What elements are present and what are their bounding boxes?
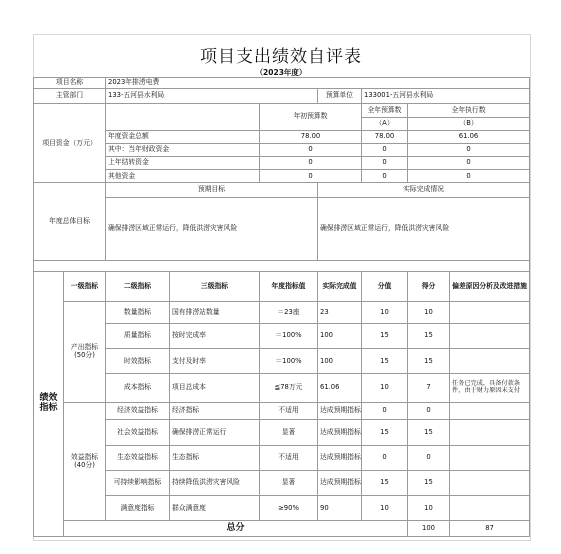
dept-value: 133-五河县水利局	[106, 88, 318, 103]
perf-score: 15	[362, 420, 408, 445]
perf-reason	[450, 496, 530, 521]
perf-l2: 数量指标	[106, 301, 170, 323]
perf-got: 15	[408, 323, 450, 348]
funds-row-label: 其中：当年财政资金	[106, 143, 260, 156]
perf-target: ＝100%	[260, 349, 318, 374]
perf-got: 15	[408, 349, 450, 374]
perf-got-header: 得分	[408, 272, 450, 302]
funds-row-exec: 0	[408, 143, 530, 156]
perf-reason	[450, 301, 530, 323]
perf-row	[34, 496, 530, 521]
goals-expected: 确保排涝区域正常运行，降低洪涝灾害风险	[106, 197, 318, 261]
funds-row-initial: 0	[260, 157, 362, 170]
unit-label: 预算单位	[318, 88, 362, 103]
funds-row-exec: 0	[408, 157, 530, 170]
perf-reason	[450, 323, 530, 348]
perf-row	[34, 374, 530, 403]
perf-got: 15	[408, 470, 450, 495]
perf-l2: 生态效益指标	[106, 445, 170, 470]
perf-reason	[450, 349, 530, 374]
funds-row-budget: 0	[362, 143, 408, 156]
perf-l2: 经济效益指标	[106, 402, 170, 420]
perf-l3: 群众满意度	[170, 496, 260, 521]
perf-row	[34, 420, 530, 445]
goals-label: 年度总体目标	[34, 183, 106, 261]
total-got: 87	[450, 521, 530, 537]
perf-score: 10	[362, 374, 408, 403]
perf-got: 10	[408, 496, 450, 521]
funds-row-budget: 0	[362, 157, 408, 170]
project-name: 2023年排涝电费	[106, 78, 530, 89]
funds-row-exec: 0	[408, 170, 530, 183]
funds-row	[34, 130, 530, 143]
funds-row	[34, 143, 530, 156]
perf-score: 0	[362, 402, 408, 420]
funds-row	[34, 170, 530, 183]
perf-reason-header: 偏差原因分析及改进措施	[450, 272, 530, 302]
funds-row-label: 其他资金	[106, 170, 260, 183]
perf-l2: 质量指标	[106, 323, 170, 348]
perf-l3-header: 三级指标	[170, 272, 260, 302]
perf-score: 10	[362, 301, 408, 323]
perf-actual: 90	[318, 496, 362, 521]
funds-blank	[106, 104, 260, 130]
perf-actual: 100	[318, 349, 362, 374]
report-title: 项目支出绩效自评表	[200, 47, 362, 67]
perf-l3: 经济指标	[170, 402, 260, 420]
perf-target-header: 年度指标值	[260, 272, 318, 302]
report-year: （2023年度）	[255, 68, 307, 77]
perf-l2: 成本指标	[106, 374, 170, 403]
funds-exec-header: 全年执行数	[408, 104, 530, 117]
perf-l2: 满意度指标	[106, 496, 170, 521]
funds-row-initial: 0	[260, 143, 362, 156]
funds-row-label: 上年结转资金	[106, 157, 260, 170]
perf-reason	[450, 470, 530, 495]
funds-row	[34, 157, 530, 170]
perf-l3: 确保排涝正常运行	[170, 420, 260, 445]
funds-row-budget: 78.00	[362, 130, 408, 143]
perf-score: 15	[362, 470, 408, 495]
perf-l3: 生态指标	[170, 445, 260, 470]
perf-reason	[450, 445, 530, 470]
funds-a: （A）	[362, 117, 408, 130]
perf-target: 显著	[260, 420, 318, 445]
perf-row	[34, 323, 530, 348]
perf-got: 0	[408, 402, 450, 420]
perf-actual: 达成预期指标	[318, 445, 362, 470]
perf-reason	[450, 420, 530, 445]
funds-row-label: 年度资金总额	[106, 130, 260, 143]
perf-l2: 可持续影响指标	[106, 470, 170, 495]
funds-b: （B）	[408, 117, 530, 130]
perf-target: 不适用	[260, 445, 318, 470]
perf-target: ＝100%	[260, 323, 318, 348]
dept-label: 主管部门	[34, 88, 106, 103]
perf-row	[34, 445, 530, 470]
project-name-label: 项目名称	[34, 78, 106, 89]
perf-reason	[450, 402, 530, 420]
perf-row	[34, 470, 530, 495]
perf-l2: 社会效益指标	[106, 420, 170, 445]
perf-target: 不适用	[260, 402, 318, 420]
perf-got: 15	[408, 420, 450, 445]
goals-expected-header: 预期目标	[106, 183, 318, 197]
perf-score: 15	[362, 323, 408, 348]
perf-target: ＝23座	[260, 301, 318, 323]
perf-row	[34, 301, 530, 323]
perf-target: ≦78万元	[260, 374, 318, 403]
unit-value: 133001-五河县水利局	[362, 88, 530, 103]
perf-l2: 时效指标	[106, 349, 170, 374]
perf-l1-header: 一级指标	[64, 272, 106, 302]
perf-actual: 达成预期指标	[318, 470, 362, 495]
perf-l3: 支付及时率	[170, 349, 260, 374]
perf-target: ≥90%	[260, 496, 318, 521]
spacer-row	[34, 261, 530, 272]
perf-label: 绩效指标	[34, 272, 64, 537]
perf-actual: 达成预期指标	[318, 420, 362, 445]
perf-l3: 项目总成本	[170, 374, 260, 403]
funds-row-initial: 0	[260, 170, 362, 183]
perf-actual: 61.06	[318, 374, 362, 403]
funds-budget-header: 全年预算数	[362, 104, 408, 117]
perf-l3: 持续降低洪涝灾害风险	[170, 470, 260, 495]
perf-got: 0	[408, 445, 450, 470]
funds-label: 项目资金（万元）	[34, 104, 106, 183]
perf-actual: 达成预期指标	[318, 402, 362, 420]
perf-actual-header: 实际完成值	[318, 272, 362, 302]
funds-row-budget: 0	[362, 170, 408, 183]
perf-score-header: 分值	[362, 272, 408, 302]
perf-group-output: 产出指标 (50分)	[64, 301, 106, 402]
perf-l2-header: 二级指标	[106, 272, 170, 302]
funds-initial-header: 年初预算数	[260, 104, 362, 130]
perf-row	[34, 402, 530, 420]
perf-row	[34, 349, 530, 374]
perf-group-benefit: 效益指标 (40分)	[64, 402, 106, 521]
goals-actual: 确保排涝区域正常运行，降低洪涝灾害风险	[318, 197, 530, 261]
perf-l3: 国有排涝站数量	[170, 301, 260, 323]
funds-row-initial: 78.00	[260, 130, 362, 143]
perf-score: 0	[362, 445, 408, 470]
perf-actual: 23	[318, 301, 362, 323]
perf-got: 7	[408, 374, 450, 403]
perf-actual: 100	[318, 323, 362, 348]
perf-got: 10	[408, 301, 450, 323]
total-score: 100	[408, 521, 450, 537]
perf-l3: 按时完成率	[170, 323, 260, 348]
funds-row-exec: 61.06	[408, 130, 530, 143]
goals-actual-header: 实际完成情况	[318, 183, 530, 197]
perf-reason: 任务已完成，具备付款条件，由于财力原因未支付	[450, 374, 530, 403]
total-label: 总分	[64, 521, 408, 537]
evaluation-table	[33, 77, 530, 537]
perf-score: 15	[362, 349, 408, 374]
perf-target: 显著	[260, 470, 318, 495]
perf-score: 10	[362, 496, 408, 521]
